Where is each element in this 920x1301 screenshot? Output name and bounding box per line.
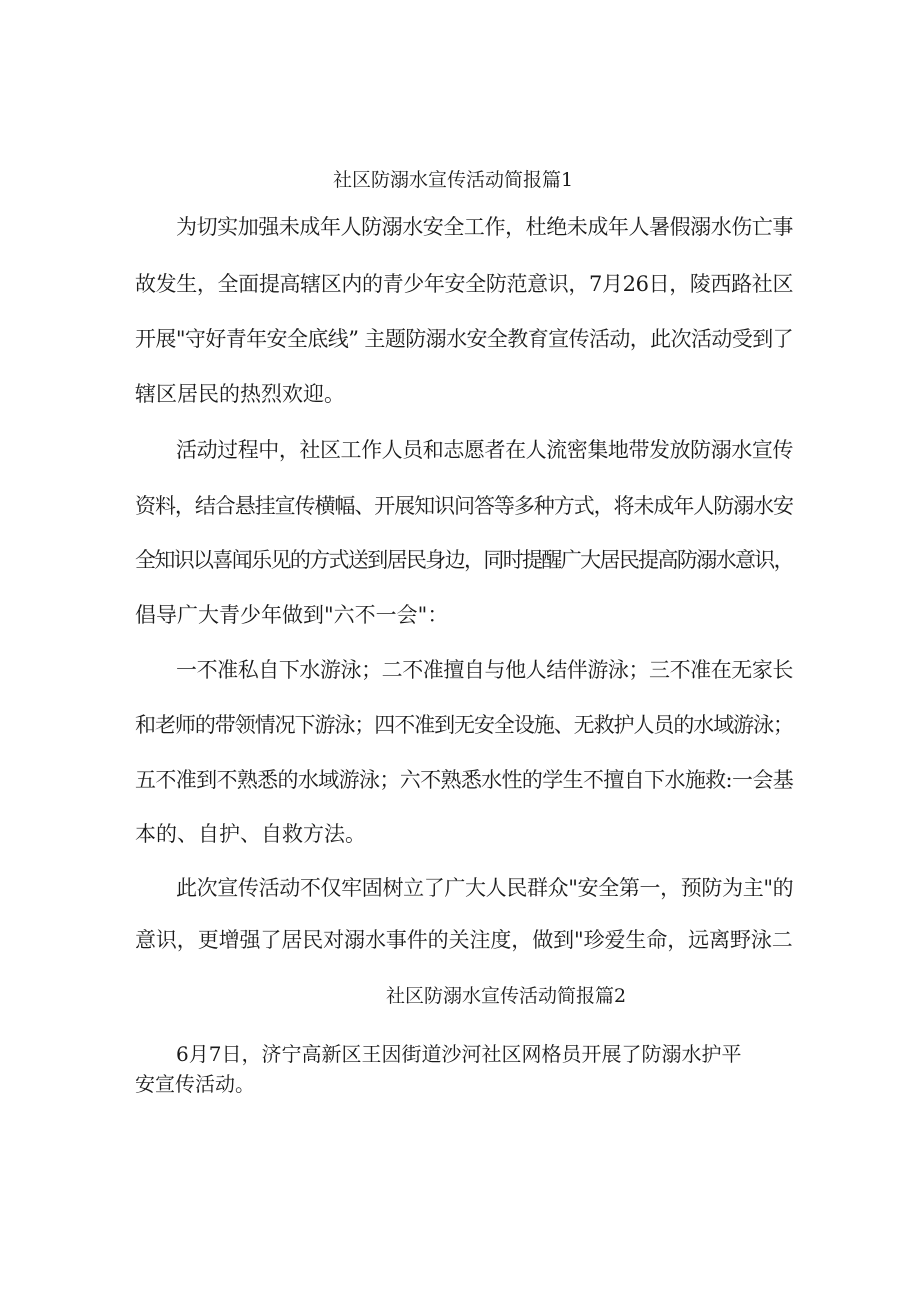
- paragraph-line: 安宣传活动。: [135, 1072, 255, 1096]
- paragraph-line: 6月7日，济宁高新区王因街道沙河社区网格员开展了防溺水护平: [176, 1042, 742, 1066]
- paragraph-line: 一不准私自下水游泳；二不准擅自与他人结伴游泳；三不准在无家长: [176, 658, 793, 682]
- paragraph-line: 本的、自护、自救方法。: [135, 822, 366, 846]
- paragraph-line: 意识，更增强了居民对溺水事件的关注度，做到"珍爱生命，远离野泳二: [135, 928, 793, 952]
- paragraph-line: 此次宣传活动不仅牢固树立了广大人民群众"安全第一，预防为主"的: [176, 876, 794, 900]
- paragraph-line: 辖区居民的热烈欢迎。: [135, 382, 345, 406]
- section-2-title: 社区防溺水宣传活动简报篇2: [386, 985, 627, 1007]
- paragraph-line: 倡导广大青少年做到"六不一会"：: [135, 603, 449, 627]
- paragraph-line: 资料，结合悬挂宣传横幅、开展知识问答等多种方式，将未成年人防溺水安: [135, 494, 793, 518]
- paragraph-line: 为切实加强未成年人防溺水安全工作，杜绝未成年人暑假溺水伤亡事: [176, 215, 793, 239]
- paragraph-line: 和老师的带领情况下游泳；四不准到无安全设施、无救护人员的水域游泳；: [135, 713, 793, 737]
- paragraph-line: 开展"守好青年安全底线” 主题防溺水安全教育宣传活动，此次活动受到了: [135, 327, 794, 351]
- paragraph-line: 活动过程中，社区工作人员和志愿者在人流密集地带发放防溺水宣传: [176, 438, 793, 462]
- paragraph-line: 五不准到不熟悉的水域游泳；六不熟悉水性的学生不擅自下水施救:一会基: [135, 768, 794, 792]
- section-1-title: 社区防溺水宣传活动简报篇1: [333, 169, 574, 191]
- paragraph-line: 全知识以喜闻乐见的方式送到居民身边，同时提醒广大居民提高防溺水意识，: [135, 548, 793, 572]
- paragraph-line: 故发生，全面提高辖区内的青少年安全防范意识，7月26日，陵西路社区: [135, 272, 794, 296]
